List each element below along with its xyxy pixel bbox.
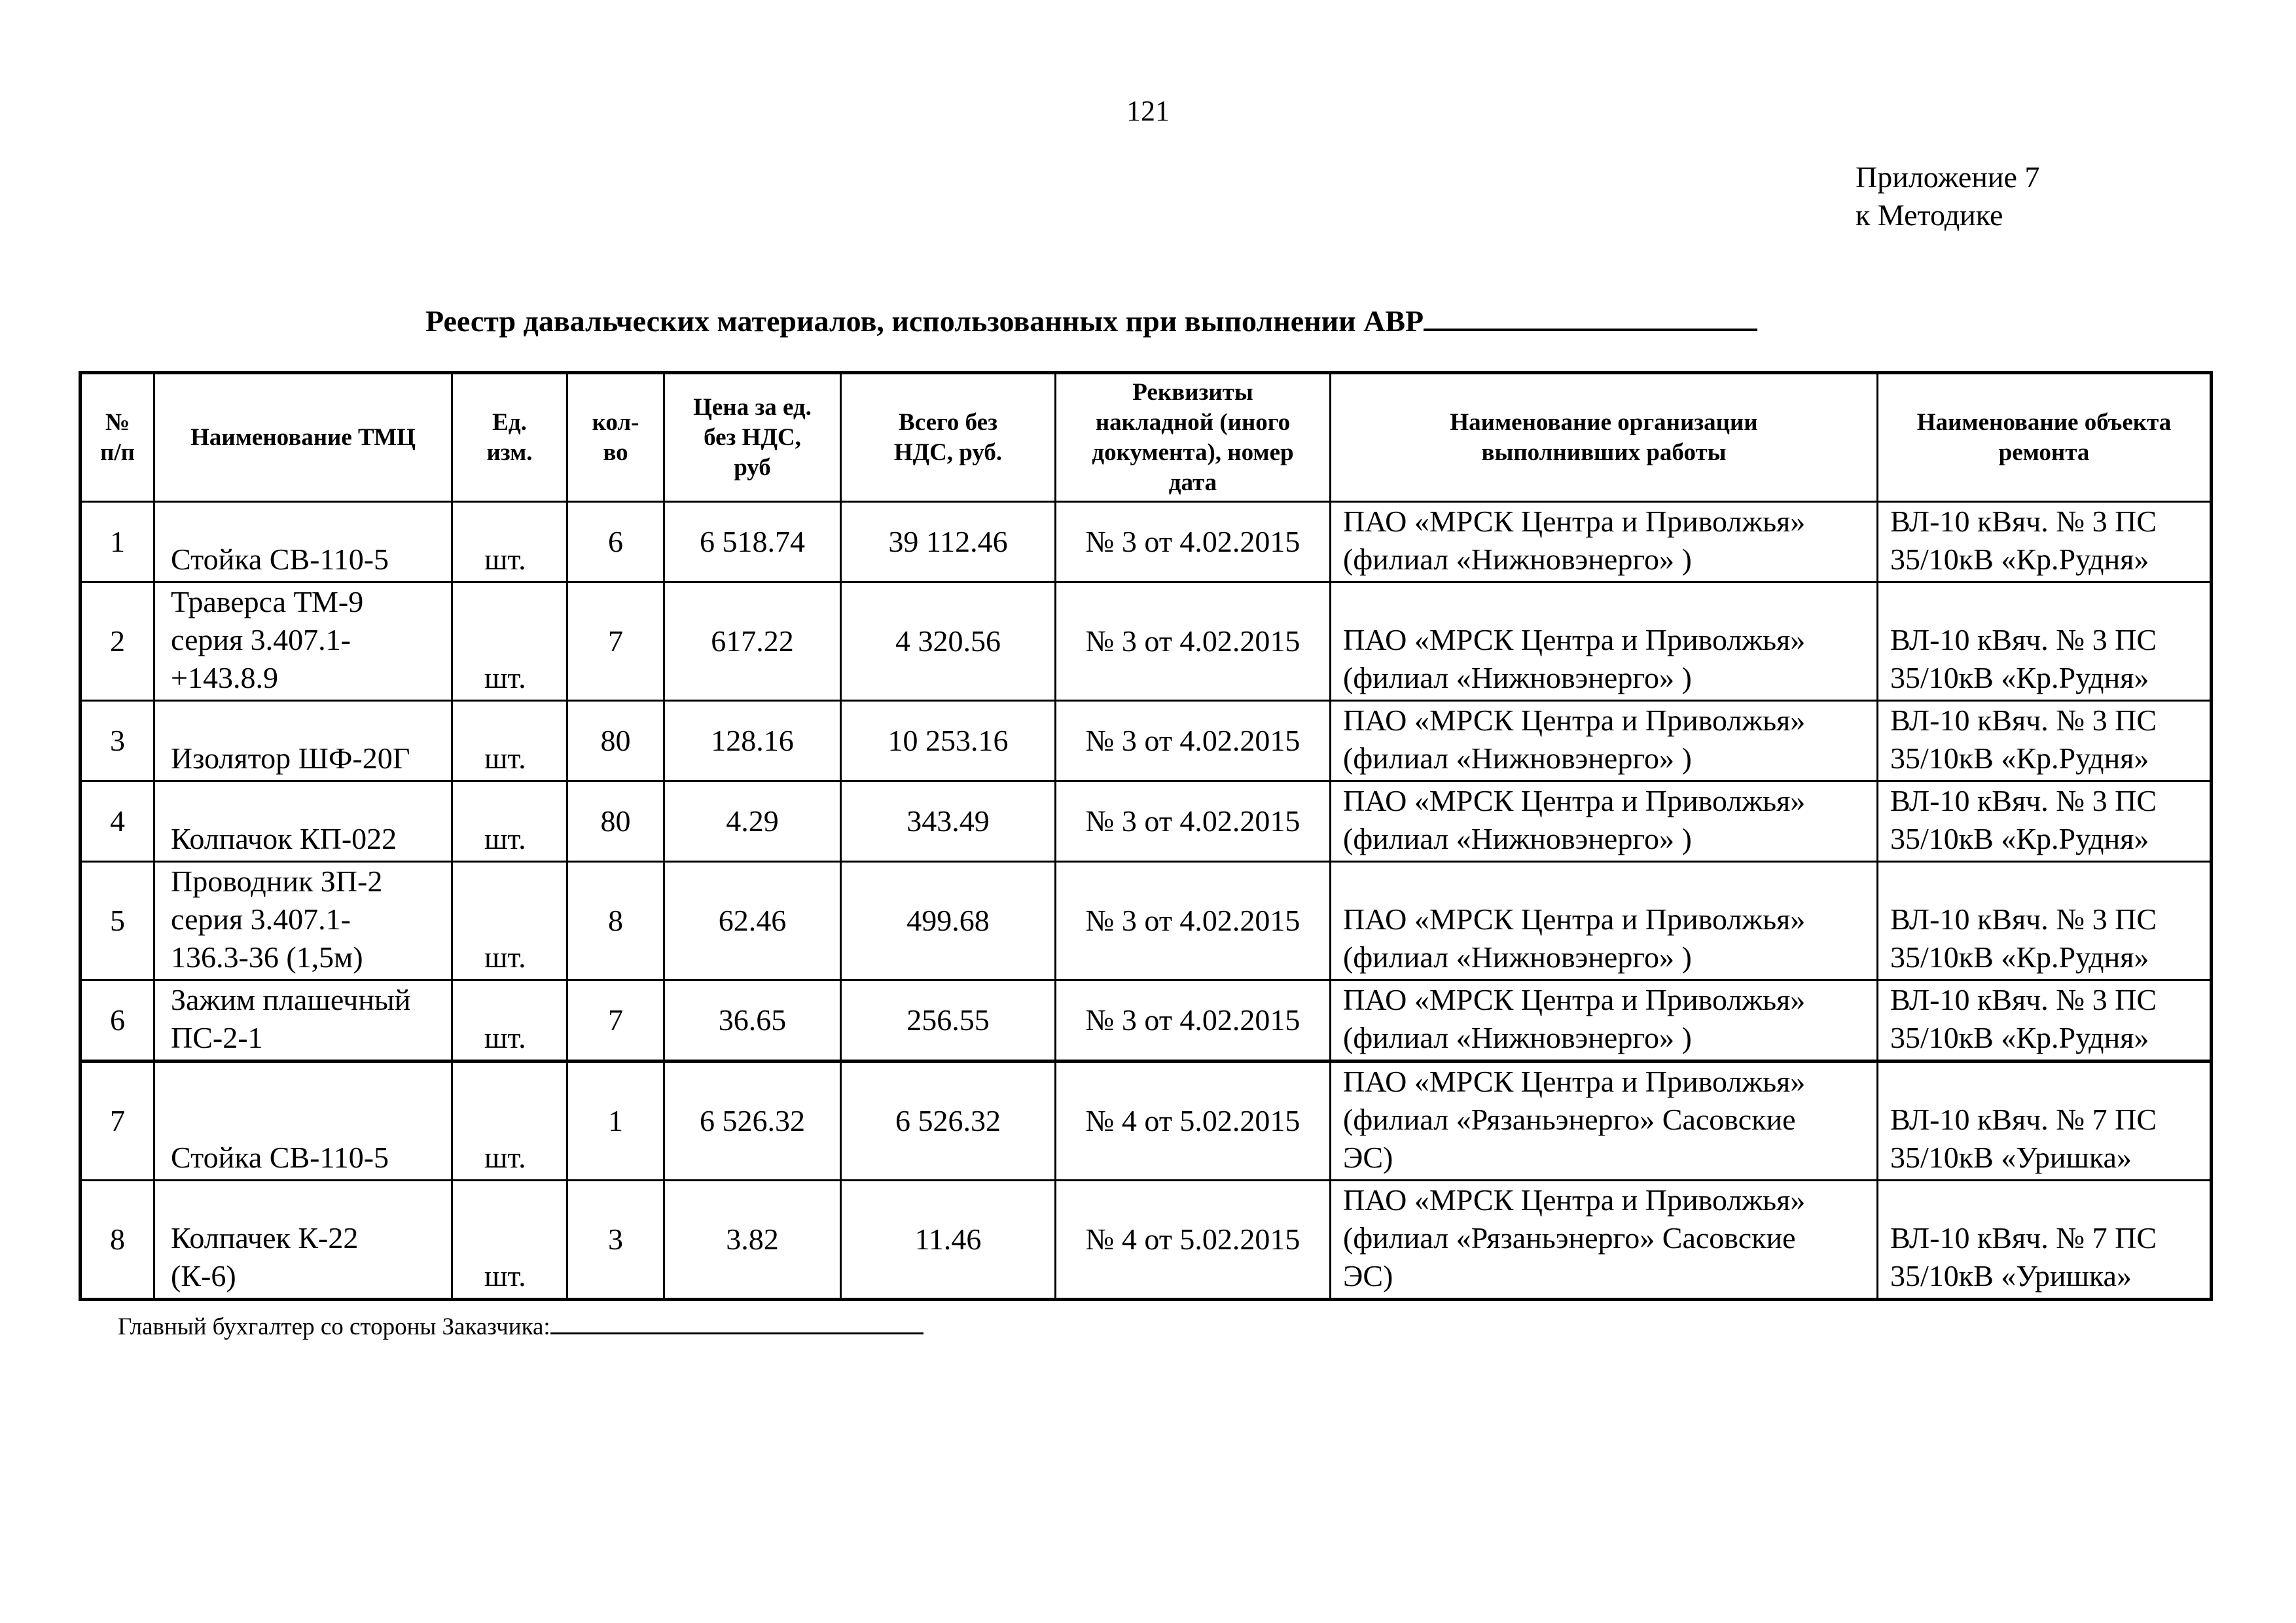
header-line: Всего без: [899, 408, 997, 436]
quantity: 7: [567, 582, 664, 701]
total-amount: 11.46: [841, 1181, 1056, 1300]
quantity: 3: [567, 1181, 664, 1300]
row-number: 6: [81, 980, 154, 1061]
signature-line: [550, 1310, 924, 1334]
table-row: [81, 980, 2212, 1061]
material-name-line: серия 3.407.1-: [171, 623, 351, 656]
document-reference: № 4 от 5.02.2015: [1056, 1181, 1331, 1300]
signature-label: Главный бухгалтер со стороны Заказчика:: [118, 1313, 550, 1340]
material-name: [154, 1061, 452, 1181]
repair-object-line: ВЛ-10 кВяч. № 3 ПС: [1890, 784, 2157, 817]
document-reference: № 3 от 4.02.2015: [1056, 582, 1331, 701]
material-name: [154, 862, 452, 980]
document-reference: № 3 от 4.02.2015: [1056, 862, 1331, 980]
organization: [1331, 502, 1878, 582]
header-line: руб: [734, 454, 771, 481]
unit-price: 6 526.32: [664, 1061, 841, 1181]
material-name: [154, 502, 452, 582]
header-document: [1056, 373, 1331, 502]
repair-object-line: ВЛ-10 кВяч. № 3 ПС: [1890, 983, 2157, 1016]
organization-line: (филиал «Рязаньэнерго» Сасовские: [1343, 1103, 1796, 1136]
repair-object: [1878, 980, 2212, 1061]
header-line: накладной (иного: [1095, 408, 1291, 436]
material-name-line: ПС-2-1: [171, 1021, 263, 1054]
unit: шт.: [452, 1061, 567, 1181]
header-line: Цена за ед.: [693, 393, 812, 421]
organization-line: (филиал «Нижновэнерго» ): [1343, 741, 1692, 775]
material-name-line: +143.8.9: [171, 661, 278, 694]
quantity: 7: [567, 980, 664, 1061]
material-name: [154, 781, 452, 862]
unit-price: 36.65: [664, 980, 841, 1061]
organization-line: ПАО «МРСК Центра и Приволжья»: [1343, 505, 1806, 538]
quantity: 80: [567, 701, 664, 781]
document-reference: № 3 от 4.02.2015: [1056, 980, 1331, 1061]
document-reference: № 4 от 5.02.2015: [1056, 1061, 1331, 1181]
organization-line: ПАО «МРСК Центра и Приволжья»: [1343, 902, 1806, 936]
material-name-line: Стойка СВ-110-5: [171, 543, 389, 576]
repair-object: [1878, 862, 2212, 980]
header-organization: [1331, 373, 1878, 502]
table-row: [81, 1061, 2212, 1181]
material-name: [154, 701, 452, 781]
header-line: Наименование ТМЦ: [190, 423, 416, 451]
total-amount: 4 320.56: [841, 582, 1056, 701]
organization: [1331, 582, 1878, 701]
document-title-text: Реестр давальческих материалов, использованных при выполнении АВР: [425, 304, 1424, 338]
material-name: [154, 1181, 452, 1300]
table-row: [81, 862, 2212, 980]
document-title: [425, 301, 1757, 339]
repair-object-line: ВЛ-10 кВяч. № 3 ПС: [1890, 505, 2157, 538]
appendix-line: Приложение 7: [1856, 160, 2040, 194]
repair-object-line: ВЛ-10 кВяч. № 7 ПС: [1890, 1103, 2157, 1136]
materials-registry-table: [79, 371, 2213, 1301]
header-line: п/п: [100, 438, 135, 466]
repair-object-line: 35/10кВ «Кр.Рудня»: [1890, 741, 2149, 775]
material-name-line: (К-6): [171, 1259, 236, 1293]
table-body: [81, 502, 2212, 1300]
unit: шт.: [452, 980, 567, 1061]
unit: шт.: [452, 701, 567, 781]
header-line: кол-: [592, 408, 639, 436]
total-amount: 10 253.16: [841, 701, 1056, 781]
quantity: 80: [567, 781, 664, 862]
header-object: [1878, 373, 2212, 502]
quantity: 6: [567, 502, 664, 582]
header-line: во: [603, 438, 628, 466]
repair-object: [1878, 1181, 2212, 1300]
document-reference: № 3 от 4.02.2015: [1056, 701, 1331, 781]
unit-price: 617.22: [664, 582, 841, 701]
unit-price: 4.29: [664, 781, 841, 862]
material-name: [154, 582, 452, 701]
material-name-line: Колпачек К-22: [171, 1221, 359, 1255]
table-row: [81, 582, 2212, 701]
organization-line: ПАО «МРСК Центра и Приволжья»: [1343, 784, 1806, 817]
row-number: 5: [81, 862, 154, 980]
unit-price: 3.82: [664, 1181, 841, 1300]
unit: шт.: [452, 1181, 567, 1300]
header-line: дата: [1168, 469, 1217, 496]
organization-line: (филиал «Нижновэнерго» ): [1343, 1021, 1692, 1054]
table-row: [81, 781, 2212, 862]
repair-object-line: ВЛ-10 кВяч. № 3 ПС: [1890, 704, 2157, 737]
organization-line: ПАО «МРСК Центра и Приволжья»: [1343, 704, 1806, 737]
unit: шт.: [452, 582, 567, 701]
appendix-reference: [1856, 158, 2039, 234]
material-name-line: Колпачок КП-022: [171, 822, 397, 855]
header-line: Реквизиты: [1132, 378, 1253, 406]
quantity: 1: [567, 1061, 664, 1181]
row-number: 2: [81, 582, 154, 701]
header-line: Наименование объекта: [1916, 408, 2172, 436]
material-name-line: Изолятор ШФ-20Г: [171, 741, 410, 775]
row-number: 4: [81, 781, 154, 862]
row-number: 1: [81, 502, 154, 582]
table-row: [81, 502, 2212, 582]
material-name: [154, 980, 452, 1061]
organization-line: ПАО «МРСК Центра и Приволжья»: [1343, 623, 1806, 656]
repair-object: [1878, 1061, 2212, 1181]
row-number: 8: [81, 1181, 154, 1300]
repair-object-line: ВЛ-10 кВяч. № 3 ПС: [1890, 623, 2157, 656]
unit: шт.: [452, 781, 567, 862]
header-total: [841, 373, 1056, 502]
title-blank-line: [1424, 301, 1757, 331]
organization: [1331, 701, 1878, 781]
organization-line: (филиал «Нижновэнерго» ): [1343, 661, 1692, 694]
header-num: [81, 373, 154, 502]
organization: [1331, 1181, 1878, 1300]
header-price: [664, 373, 841, 502]
material-name-line: 136.3-36 (1,5м): [171, 940, 363, 974]
organization-line: (филиал «Нижновэнерго» ): [1343, 822, 1692, 855]
organization: [1331, 862, 1878, 980]
repair-object-line: 35/10кВ «Уришка»: [1890, 1141, 2132, 1174]
total-amount: 6 526.32: [841, 1061, 1056, 1181]
repair-object-line: 35/10кВ «Кр.Рудня»: [1890, 1021, 2149, 1054]
organization-line: ПАО «МРСК Центра и Приволжья»: [1343, 1183, 1806, 1217]
table-header-row: [81, 373, 2212, 502]
header-line: выполнивших работы: [1481, 438, 1727, 466]
row-number: 7: [81, 1061, 154, 1181]
signature-block: [118, 1310, 924, 1342]
total-amount: 499.68: [841, 862, 1056, 980]
unit-price: 128.16: [664, 701, 841, 781]
table-row: [81, 701, 2212, 781]
unit: шт.: [452, 502, 567, 582]
header-line: №: [105, 408, 130, 436]
repair-object-line: 35/10кВ «Кр.Рудня»: [1890, 822, 2149, 855]
header-unit: [452, 373, 567, 502]
material-name-line: Проводник ЗП-2: [171, 865, 383, 898]
organization-line: ЭС): [1343, 1141, 1393, 1174]
repair-object-line: 35/10кВ «Кр.Рудня»: [1890, 661, 2149, 694]
header-line: изм.: [486, 438, 533, 466]
organization: [1331, 980, 1878, 1061]
header-qty: [567, 373, 664, 502]
header-line: без НДС,: [704, 423, 801, 451]
organization-line: ПАО «МРСК Центра и Приволжья»: [1343, 1065, 1806, 1098]
organization: [1331, 781, 1878, 862]
header-line: Ед.: [492, 408, 527, 436]
repair-object: [1878, 701, 2212, 781]
total-amount: 256.55: [841, 980, 1056, 1061]
repair-object: [1878, 781, 2212, 862]
unit-price: 6 518.74: [664, 502, 841, 582]
material-name-line: Стойка СВ-110-5: [171, 1141, 389, 1174]
material-name-line: Траверса ТМ-9: [171, 585, 364, 618]
header-line: НДС, руб.: [893, 438, 1003, 466]
unit-price: 62.46: [664, 862, 841, 980]
organization: [1331, 1061, 1878, 1181]
document-reference: № 3 от 4.02.2015: [1056, 781, 1331, 862]
organization-line: (филиал «Нижновэнерго» ): [1343, 543, 1692, 576]
total-amount: 343.49: [841, 781, 1056, 862]
material-name-line: серия 3.407.1-: [171, 902, 351, 936]
header-name: [154, 373, 452, 502]
unit: шт.: [452, 862, 567, 980]
organization-line: ЭС): [1343, 1259, 1393, 1293]
organization-line: (филиал «Рязаньэнерго» Сасовские: [1343, 1221, 1796, 1255]
total-amount: 39 112.46: [841, 502, 1056, 582]
repair-object: [1878, 582, 2212, 701]
organization-line: ПАО «МРСК Центра и Приволжья»: [1343, 983, 1806, 1016]
quantity: 8: [567, 862, 664, 980]
repair-object-line: 35/10кВ «Уришка»: [1890, 1259, 2132, 1293]
header-line: документа), номер: [1092, 438, 1294, 466]
document-reference: № 3 от 4.02.2015: [1056, 502, 1331, 582]
repair-object-line: 35/10кВ «Кр.Рудня»: [1890, 940, 2149, 974]
header-line: ремонта: [1998, 438, 2090, 466]
repair-object-line: 35/10кВ «Кр.Рудня»: [1890, 543, 2149, 576]
organization-line: (филиал «Нижновэнерго» ): [1343, 940, 1692, 974]
page-number: 121: [1126, 95, 1170, 127]
repair-object-line: ВЛ-10 кВяч. № 3 ПС: [1890, 902, 2157, 936]
appendix-line: к Методике: [1856, 198, 2003, 232]
repair-object-line: ВЛ-10 кВяч. № 7 ПС: [1890, 1221, 2157, 1255]
header-line: Наименование организации: [1450, 408, 1758, 436]
material-name-line: Зажим плашечный: [171, 983, 411, 1016]
repair-object: [1878, 502, 2212, 582]
table-row: [81, 1181, 2212, 1300]
row-number: 3: [81, 701, 154, 781]
